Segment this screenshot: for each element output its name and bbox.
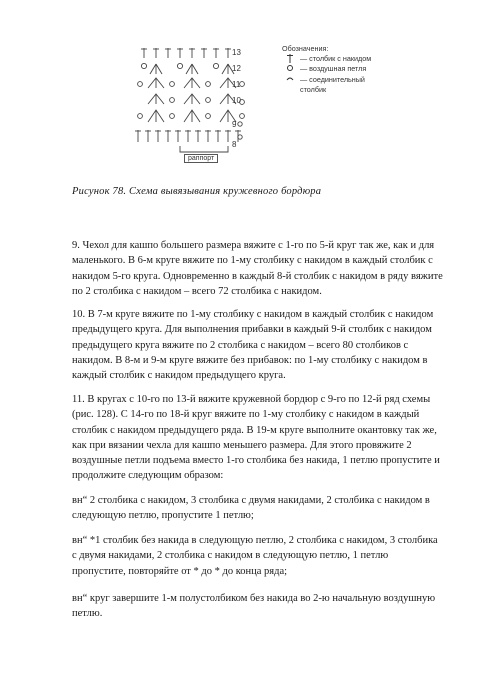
legend-item-label: — столбик с накидом bbox=[300, 54, 372, 64]
diagram-row-13 bbox=[141, 48, 231, 58]
legend-item bbox=[282, 75, 371, 85]
diagram-row-11 bbox=[138, 78, 245, 88]
row-number: 12 bbox=[232, 64, 241, 73]
paragraph: 9. Чехол для кашпо большего размера вяжите с 1-го по 5-й круг так же, как и для маленького. В 6-м круге вяжите по 1-му столбику с накидом в каждый столбик с накидом 5-го круга. Одновременно в каждый 8-й столбик с накидом в ряду вяжите по 2 столбика с накидом – всего 72 столбика с накидом. bbox=[72, 240, 443, 297]
rapport-label: раппорт bbox=[184, 154, 218, 163]
row-number: 8 bbox=[232, 140, 237, 149]
diagram-row-9 bbox=[138, 110, 245, 122]
paragraph: вн“ 2 столбика с накидом, 3 столбика с двумя накидами, 2 столбика с накидом в следующую петлю, пропустите 1 петлю; bbox=[72, 495, 430, 522]
paragraph: 10. В 7-м круге вяжите по 1-му столбику с накидом в каждый столбик с накидом предыдущего круга. Для выполнения прибавки в каждый 9-й столбик с накидом предыдущего круга вяжите по 2 столбика с накидом – всего 80 столбиков с накидом. В 8-м и 9-м круге вяжите без прибавок: по 1-му столбику с накидом в каждый столбик с накидом предыдущего круга. bbox=[72, 309, 434, 382]
legend-item-label: столбик bbox=[300, 84, 327, 94]
row-number: 9 bbox=[232, 120, 237, 129]
paragraph: 11. В кругах с 10-го по 13-й вяжите кружевной бордюр с 9-го по 12-й ряд схемы (рис. 128). С 14-го по 18-й круг вяжите по 1-му столбику с накидом в каждый столбик с накидом предыдущего ряда. В 19-м круге выполните окантовку так же, как при вязании чехла для кашпо меньшего размера. Для этого провяжите 2 воздушные петли подъема вместо 1-го столбика без накида, 1 петлю пропустите и продолжите следующим образом: bbox=[72, 394, 440, 482]
figure-caption: Рисунок 78. Схема вывязывания кружевного бордюра bbox=[72, 186, 322, 197]
diagram-row-10 bbox=[148, 94, 244, 104]
paragraph: вн“ *1 столбик без накида в следующую петлю, 2 столбика с накидом, 3 столбика с двумя накидами, 2 столбика с накидом в следующую петлю, 1 петлю пропустите, повторяйте от * до * до конца ряда; bbox=[72, 535, 438, 577]
slip-stitch-symbol-icon bbox=[284, 75, 296, 85]
diagram-row-12 bbox=[141, 63, 234, 74]
row-number: 10 bbox=[232, 96, 241, 105]
row-number: 11 bbox=[232, 80, 241, 89]
legend-item bbox=[282, 85, 371, 95]
legend-item-label: — воздушная петля bbox=[300, 64, 367, 74]
rapport-bracket bbox=[180, 146, 228, 152]
legend-item bbox=[282, 54, 371, 64]
legend-item bbox=[282, 64, 371, 74]
paragraph: вн“ круг завершите 1-м полустолбиком без накида во 2-ю начальную воздушную петлю. bbox=[72, 593, 436, 620]
diagram-legend bbox=[282, 44, 371, 95]
legend-title: Обозначения: bbox=[282, 44, 329, 53]
diagram-row-8 bbox=[135, 122, 242, 142]
legend-item-label: — соединительный bbox=[300, 74, 365, 84]
row-number: 13 bbox=[232, 48, 241, 57]
